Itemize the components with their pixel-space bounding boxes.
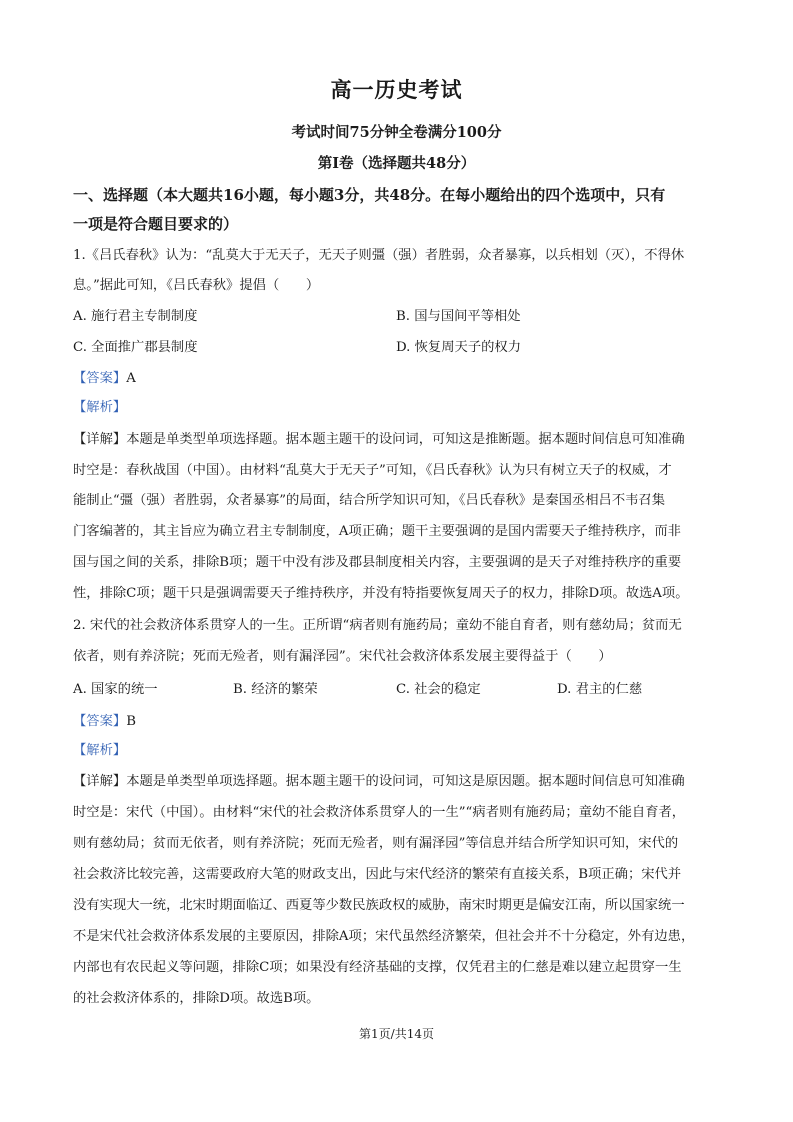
q1-detail-text-1: 本题是单类型单项选择题。据本题主题干的设问词，可知这是推断题。据本题时间信息可知准确 — [126, 432, 685, 447]
q2-detail-text-1: 本题是单类型单项选择题。据本题主题干的设问词，可知这是原因题。据本题时间信息可知准确 — [126, 774, 685, 789]
q1-detail-line-5: 国与国之间的关系，排除B项；题干中没有涉及郡县制度相关内容，主要强调的是天子对维持秩序的重要 — [73, 555, 682, 570]
q1-stem-line-2: 息。”据此可知，《吕氏春秋》提倡（ ） — [73, 278, 320, 293]
q1-option-d: D. 恢复周天子的权力 — [396, 340, 522, 355]
detail-tag: 【详解】 — [73, 432, 127, 447]
section-title: 第Ⅰ卷（选择题共48分） — [317, 155, 476, 172]
q1-detail-line-6: 性，排除C项；题干只是强调需要天子维持秩序，并没有特指要恢复周天子的权力，排除D项。故选A项。 — [73, 586, 689, 601]
answer-value: B — [126, 714, 136, 729]
q1-detail-line-1 — [73, 430, 723, 450]
q1-detail-line-2: 时空是：春秋战国（中国）。由材料“乱莫大于无天子”可知，《吕氏春秋》认为只有树立天子的权威，才 — [73, 463, 672, 478]
q2-option-d: D. 君主的仁慈 — [557, 682, 643, 697]
q2-option-b: B. 经济的繁荣 — [233, 682, 318, 697]
q2-detail-line-7: 内部也有农民起义等问题，排除C项；如果没有经济基础的支撑，仅凭君主的仁慈是难以建立起贯穿一生 — [73, 960, 682, 975]
page-number: 第1页/共14页 — [359, 1027, 434, 1041]
q1-option-c: C. 全面推广郡县制度 — [73, 340, 198, 355]
analysis-tag: 【解析】 — [73, 400, 127, 415]
part-heading-line-2: 一项是符合题目要求的） — [73, 215, 239, 233]
q2-stem-line-1: 2. 宋代的社会救济体系贯穿人的一生。正所谓“病者则有施药局；童幼不能自育者，则有慈幼局；贫而无 — [73, 618, 682, 633]
exam-info: 考试时间75分钟全卷满分100分 — [291, 124, 502, 141]
answer-tag: 【答案】 — [73, 371, 127, 386]
q2-option-c: C. 社会的稳定 — [396, 682, 481, 697]
q1-answer — [73, 369, 723, 389]
answer-value: A — [126, 371, 136, 386]
q1-detail-line-4: 门客编著的，其主旨应为确立君主专制制度，A项正确；题干主要强调的是国内需要天子维持秩序，而非 — [73, 524, 681, 539]
q2-option-a: A. 国家的统一 — [73, 682, 158, 697]
page-title: 高一历史考试 — [330, 77, 463, 102]
q1-analysis-tag — [73, 398, 723, 418]
q2-detail-line-6: 不是宋代社会救济体系发展的主要原因，排除A项；宋代虽然经济繁荣，但社会并不十分稳定，外有边患， — [73, 929, 695, 944]
q2-analysis-tag — [73, 741, 723, 761]
q2-stem-line-2: 依者，则有养济院；死而无殓者，则有漏泽园”。宋代社会救济体系发展主要得益于（ ） — [73, 649, 612, 664]
part-heading-line-1: 一、选择题（本大题共16小题，每小题3分，共48分。在每小题给出的四个选项中，只有 — [73, 186, 666, 204]
analysis-tag: 【解析】 — [73, 743, 127, 758]
q2-detail-line-3: 则有慈幼局；贫而无依者，则有养济院；死而无殓者，则有漏泽园”等信息并结合所学知识可知，宋代的 — [73, 836, 679, 851]
q2-detail-line-1 — [73, 772, 723, 792]
q2-answer — [73, 712, 723, 732]
q1-option-b: B. 国与国间平等相处 — [396, 309, 521, 324]
detail-tag: 【详解】 — [73, 774, 127, 789]
q1-option-a: A. 施行君主专制制度 — [73, 309, 198, 324]
q1-detail-line-3: 能制止“彊（强）者胜弱，众者暴寡”的局面，结合所学知识可知，《吕氏春秋》是秦国丞相吕不韦召集 — [73, 493, 666, 508]
q2-detail-line-2: 时空是：宋代（中国）。由材料“宋代的社会救济体系贯穿人的一生”“病者则有施药局；童幼不能自育者， — [73, 805, 686, 820]
answer-tag: 【答案】 — [73, 714, 127, 729]
q1-stem-line-1: 1.《吕氏春秋》认为：“乱莫大于无天子，无天子则彊（强）者胜弱，众者暴寡，以兵相划（灭），不得休 — [73, 248, 685, 263]
q2-detail-line-5: 没有实现大一统，北宋时期面临辽、西夏等少数民族政权的威胁，南宋时期更是偏安江南，所以国家统一 — [73, 898, 685, 913]
q2-detail-line-4: 社会救济比较完善，这需要政府大笔的财政支出，因此与宋代经济的繁荣有直接关系，B项正确；宋代并 — [73, 867, 682, 882]
q2-detail-line-8: 的社会救济体系的，排除D项。故选B项。 — [73, 991, 320, 1006]
